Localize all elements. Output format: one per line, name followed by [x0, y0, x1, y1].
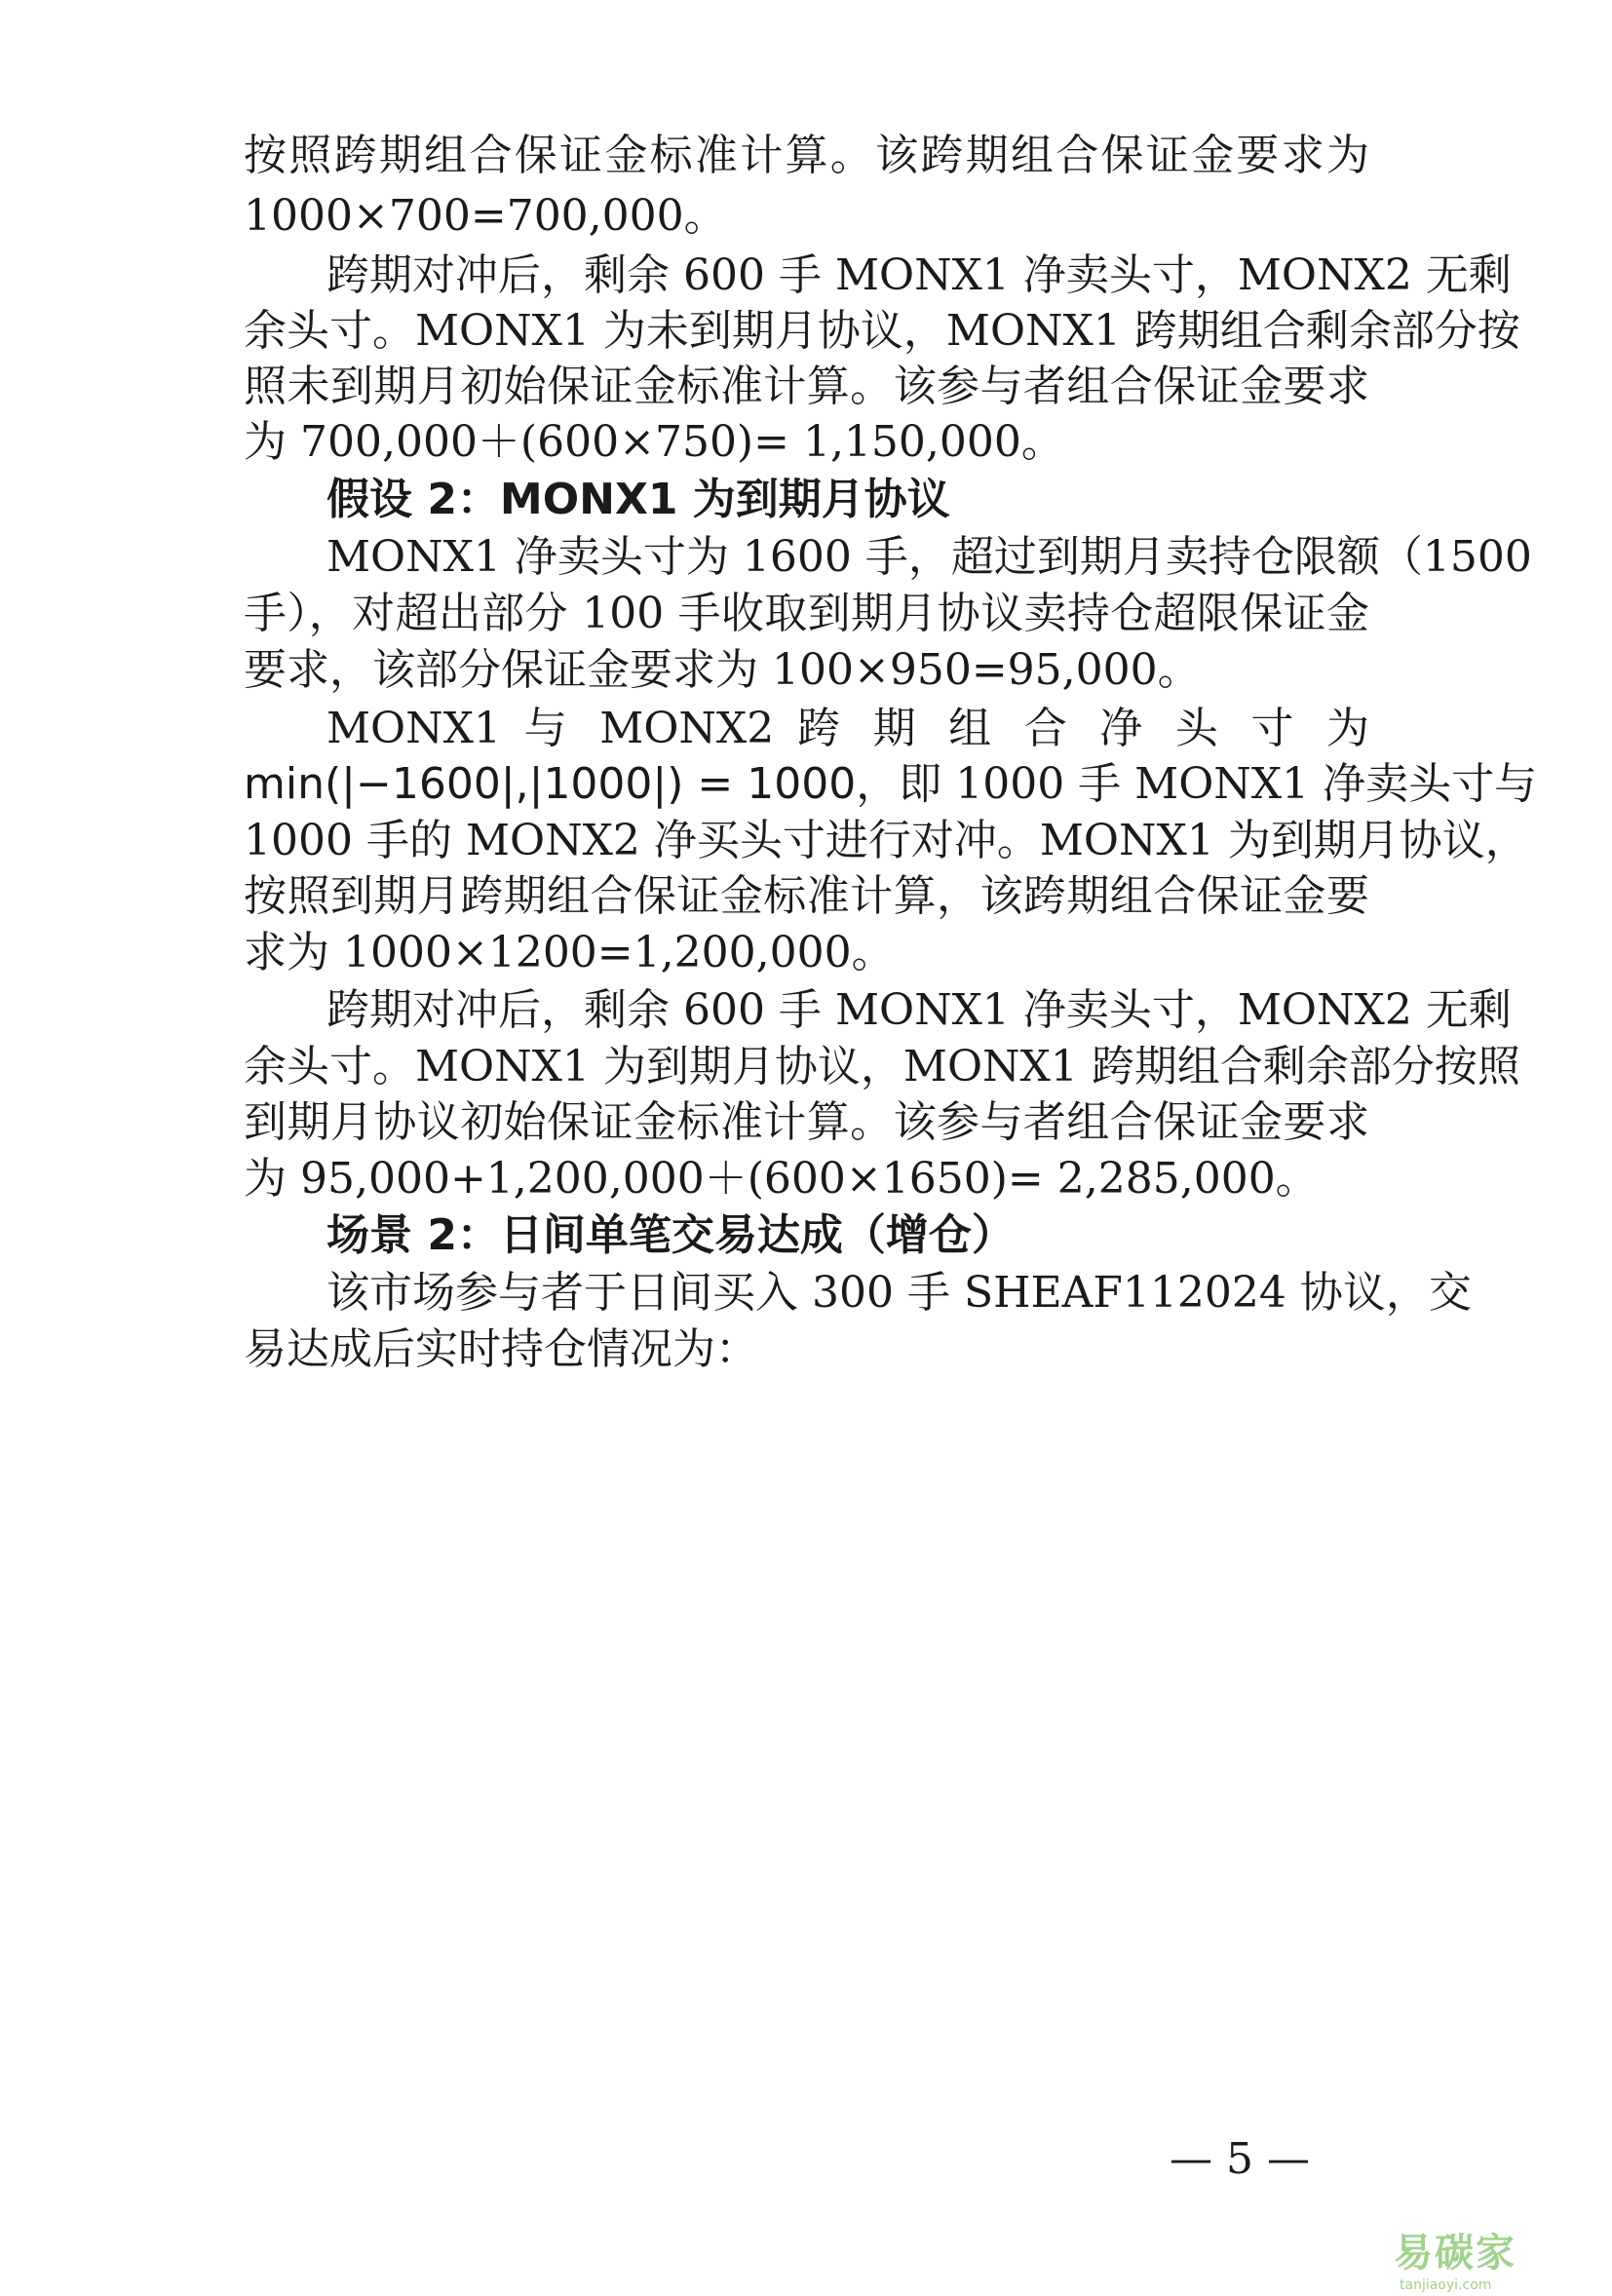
- page-number: — 5 —: [1170, 2134, 1310, 2184]
- text-line: 按照跨期组合保证金标准计算。该跨期组合保证金要求为: [244, 131, 1369, 180]
- text-line: 易达成后实时持仓情况为：: [244, 1324, 758, 1374]
- text-line: 该市场参与者于日间买入 300 手 SHEAF112024 协议，交: [326, 1268, 1472, 1318]
- text-line: 为 700,000＋(600×750)= 1,150,000。: [244, 417, 1064, 467]
- text-line: MONX1 与 MONX2 跨 期 组 合 净 头 寸 为: [326, 704, 1369, 753]
- text-line: 照未到期月初始保证金标准计算。该参与者组合保证金要求: [244, 362, 1369, 411]
- section-heading: 假设 2：MONX1 为到期月协议: [326, 475, 950, 524]
- watermark-logo: [1394, 2222, 1612, 2296]
- text-line: 手），对超出部分 100 手收取到期月协议卖持仓超限保证金: [244, 589, 1369, 638]
- text-line: 按照到期月跨期组合保证金标准计算，该跨期组合保证金要: [244, 871, 1369, 921]
- text-span: ，即 1000 手 MONX1 净卖头寸与: [856, 759, 1538, 809]
- section-heading: 场景 2：日间单笔交易达成（增仓）: [326, 1210, 1015, 1260]
- text-line: [244, 755, 1538, 814]
- watermark-text: 易碳家: [1394, 2231, 1516, 2276]
- text-line: 余头寸。MONX1 为未到期月协议，MONX1 跨期组合剩余部分按: [244, 306, 1520, 356]
- text-line: 为 95,000+1,200,000＋(600×1650)= 2,285,000。: [244, 1154, 1319, 1204]
- text-line: 1000×700=700,000。: [244, 191, 727, 241]
- text-line: 要求，该部分保证金要求为 100×950=95,000。: [244, 645, 1201, 695]
- text-line: 余头寸。MONX1 为到期月协议，MONX1 跨期组合剩余部分按照: [244, 1042, 1520, 1091]
- text-line: 求为 1000×1200=1,200,000。: [244, 928, 895, 977]
- text-line: 跨期对冲后，剩余 600 手 MONX1 净卖头寸，MONX2 无剩: [326, 985, 1512, 1035]
- text-line: 跨期对冲后，剩余 600 手 MONX1 净卖头寸，MONX2 无剩: [326, 250, 1512, 300]
- text-line: 到期月协议初始保证金标准计算。该参与者组合保证金要求: [244, 1097, 1369, 1147]
- text-line: MONX1 净卖头寸为 1600 手，超过到期月卖持仓限额（1500: [326, 532, 1532, 582]
- math-formula: min(|−1600|,|1000|) = 1000: [244, 759, 857, 809]
- watermark-subtext: tanjiaoyi.com: [1400, 2277, 1492, 2293]
- text-line: 1000 手的 MONX2 净买头寸进行对冲。MONX1 为到期月协议，: [244, 816, 1528, 865]
